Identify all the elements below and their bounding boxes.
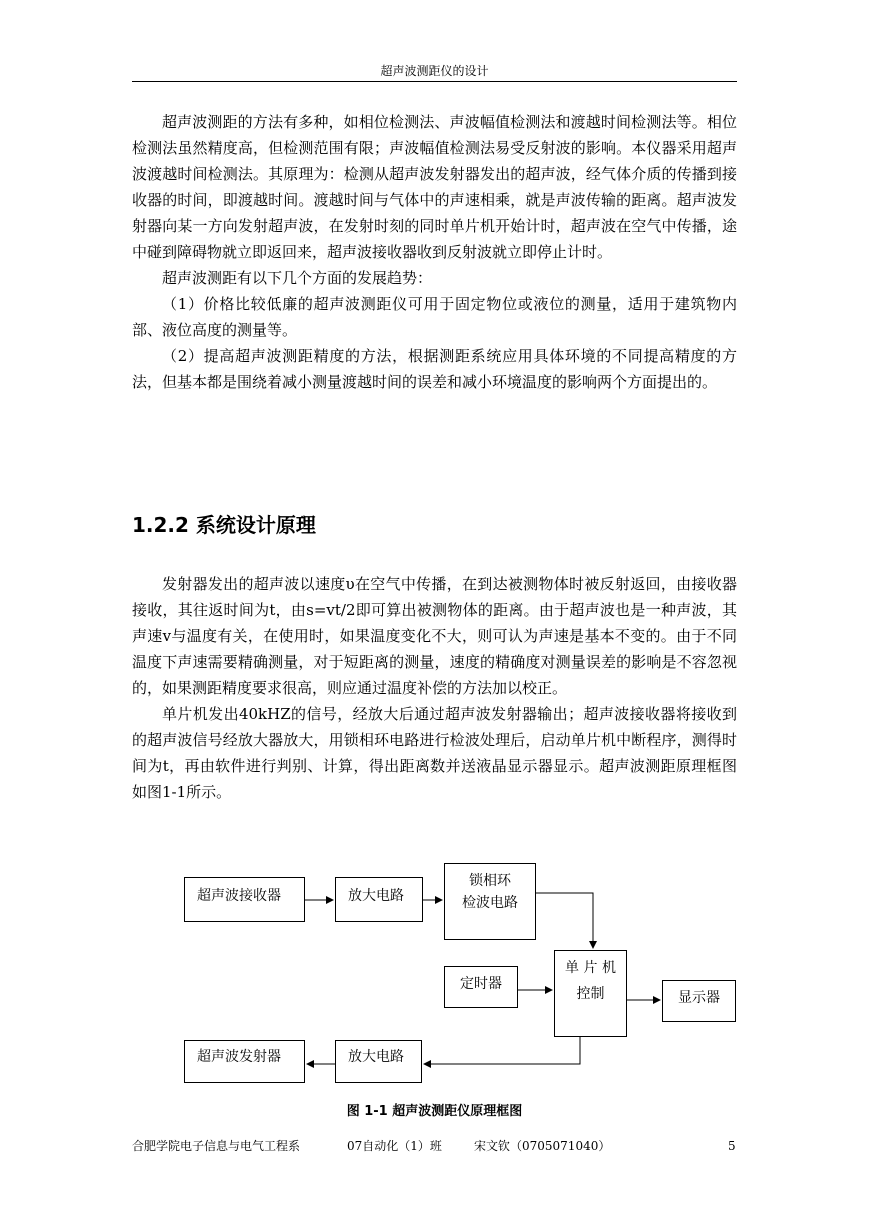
section-heading: 1.2.2 系统设计原理	[132, 513, 316, 537]
receiver-box	[184, 877, 305, 922]
mcu-label-line2: 控制	[576, 986, 605, 1002]
figure-caption: 图 1-1 超声波测距仪原理框图	[346, 1104, 523, 1119]
mcu-label-line1: 单 片 机	[565, 960, 616, 976]
transmitter-label: 超声波发射器	[197, 1049, 281, 1065]
paragraph-principle: 发射器发出的超声波以速度υ在空气中传播，在到达被测物体时被反射返回，由接收器接收，其往返时间为t，由s=vt/2即可算出被测物体的距离。由于超声波也是一种声波，其声速v与温度有关，在使用时，如果温度变化不大，则可认为声速是基本不变的。由于不同温度下声速需要精确测量，对于短距离的测量，速度的精确度对测量误差的影响是不容忽视的，如果测距精度要求很高，则应通过温度补偿的方法加以校正。	[132, 575, 737, 697]
header-rule	[132, 81, 737, 82]
display-box	[662, 980, 736, 1022]
display-label: 显示器	[678, 990, 720, 1006]
paragraph-trend-2: （2）提高超声波测距精度的方法，根据测距系统应用具体环境的不同提高精度的方法，但基本都是围绕着减小测量渡越时间的误差和减小环境温度的影响两个方面提出的。	[132, 347, 737, 391]
timer-box	[444, 966, 518, 1008]
footer-author: 宋文钦（0705071040）	[474, 1139, 611, 1153]
amp-top-box	[335, 877, 423, 922]
page-number: 5	[728, 1139, 736, 1153]
footer-class: 07自动化（1）班	[347, 1139, 442, 1153]
amp-bottom-label: 放大电路	[348, 1049, 404, 1065]
paragraph-trend-1: （1）价格比较低廉的超声波测距仪可用于固定物位或液位的测量，适用于建筑物内部、液位高度的测量等。	[132, 295, 737, 339]
footer-department: 合肥学院电子信息与电气工程系	[132, 1139, 301, 1153]
receiver-label: 超声波接收器	[197, 888, 281, 904]
amp-bottom-box	[335, 1040, 422, 1083]
pll-label-line2: 检波电路	[462, 895, 518, 911]
page-header: 超声波测距仪的设计	[380, 64, 489, 78]
timer-label: 定时器	[460, 976, 502, 992]
paragraph-system: 单片机发出40kHZ的信号，经放大后通过超声波发射器输出；超声波接收器将接收到的超声波信号经放大器放大，用锁相环电路进行检波处理后，启动单片机中断程序，测得时间为t，再由软件进行判别、计算，得出距离数并送液晶显示器显示。超声波测距原理框图如图1-1所示。	[132, 705, 737, 801]
arrow-pll-to-mcu	[536, 893, 593, 948]
transmitter-box	[184, 1040, 305, 1083]
mcu-box	[554, 950, 627, 1037]
paragraph-methods: 超声波测距的方法有多种，如相位检测法、声波幅值检测法和渡越时间检测法等。相位检测法虽然精度高，但检测范围有限；声波幅值检测法易受反射波的影响。本仪器采用超声波渡越时间检测法。其原理为：检测从超声波发射器发出的超声波，经气体介质的传播到接收器的时间，即渡越时间。渡越时间与气体中的声速相乘，就是声波传输的距离。超声波发射器向某一方向发射超声波，在发射时刻的同时单片机开始计时，超声波在空气中传播，途中碰到障碍物就立即返回来，超声波接收器收到反射波就立即停止计时。	[132, 113, 737, 261]
section-1-body	[132, 109, 737, 395]
paragraph-trends-intro: 超声波测距有以下几个方面的发展趋势：	[162, 269, 433, 287]
arrow-mcu-to-amp-bottom	[424, 1037, 580, 1064]
amp-top-label: 放大电路	[348, 888, 404, 904]
section-2-body	[132, 571, 737, 805]
pll-label-line1: 锁相环	[469, 873, 511, 889]
pll-box	[444, 863, 536, 940]
